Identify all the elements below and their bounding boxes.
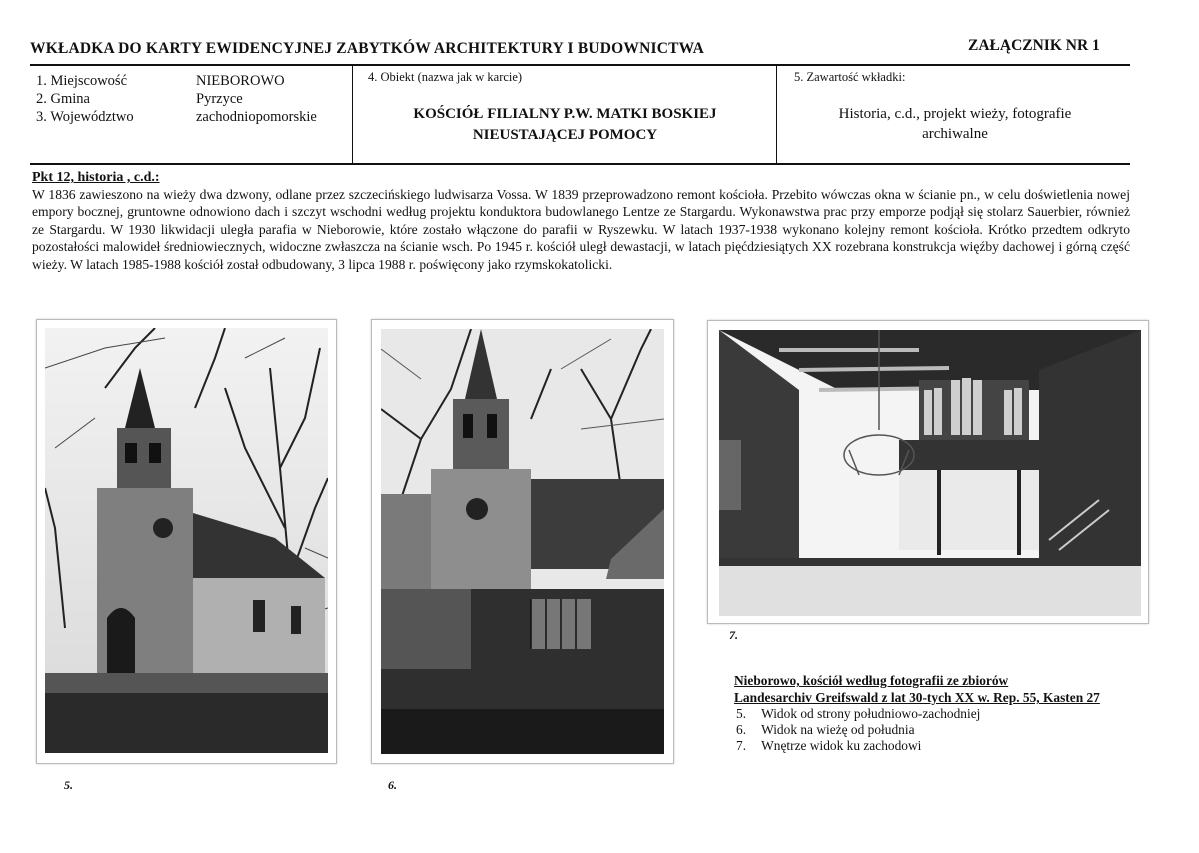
location-values (196, 72, 317, 126)
caption-item-6 (736, 722, 915, 738)
form-title: WKŁADKA DO KARTY EWIDENCYJNEJ ZABYTKÓW ARCHITEKTURY I BUDOWNICTWA (30, 40, 705, 57)
caption-item-6-number: 6. (736, 722, 747, 737)
contents-value (780, 104, 1130, 144)
location-value-commune: Pyrzyce (196, 91, 243, 107)
object-label: 4. Obiekt (nazwa jak w karcie) (368, 70, 523, 84)
caption-item-7 (736, 738, 921, 754)
photo-6-number: 6. (388, 778, 397, 792)
caption-item-6-text: Widok na wieżę od południa (761, 722, 915, 737)
table-divider-2 (776, 65, 777, 163)
caption-item-5-number: 5. (736, 706, 747, 721)
table-top-border (30, 64, 1130, 66)
caption-source-line1: Nieborowo, kościół według fotografii ze zbiorów (734, 673, 1009, 688)
caption-item-7-text: Wnętrze widok ku zachodowi (761, 738, 922, 753)
object-name-line1: KOŚCIÓŁ FILIALNY P.W. MATKI BOSKIEJ (413, 106, 717, 122)
photo-church-southwest (36, 319, 337, 764)
object-name (356, 104, 774, 146)
photo-tower-south (371, 319, 674, 764)
photo-6-image (381, 329, 664, 754)
photo-5-number: 5. (64, 778, 73, 792)
photo-interior-west (707, 320, 1149, 624)
annex-label: ZAŁĄCZNIK NR 1 (968, 37, 1100, 54)
photo-7-image (719, 330, 1141, 616)
caption-source-line2: Landesarchiv Greifswald z lat 30-tych XX w. Rep. 55, Kasten 27 (734, 690, 1100, 705)
table-bottom-border (30, 163, 1130, 165)
location-label-commune: 2. Gmina (36, 91, 90, 107)
location-label-town: 1. Miejscowość (36, 73, 128, 89)
caption-item-5-text: Widok od strony południowo-zachodniej (761, 706, 981, 721)
location-label-voivodeship: 3. Województwo (36, 109, 134, 125)
photo-7-number: 7. (729, 628, 738, 642)
location-value-town: NIEBOROWO (196, 73, 285, 89)
caption-item-7-number: 7. (736, 738, 747, 753)
caption-item-5 (736, 706, 980, 722)
history-paragraph: W 1836 zawieszono na wieży dwa dzwony, odlane przez szczecińskiego ludwisarza Vossa. W 1839 przeprowadzono remont kościoła. Przebito wówczas okna w ścianie pn., w celu doświetlenia nowej empory bocznej, gruntowne odnowiono dach i szczyt wschodni według projektu konduktora budowlanego Lentze ze Stargardu. Wykonawstwa prac przy emporze podjął się stolarz Sauerbier, również ze Stargardu. W 1930 likwidacji uległa parafia w Nieborowie, które zostało włączone do parafii w Ryszewku. W latach 1937-1938 wykonano kolejny remont kościoła. Krótko przedtem odkryto pozostałości malowideł średniowiecznych, widoczne zwłaszcza na ścianie wsch. Po 1945 r. kościół uległ dewastacji, w latach pięćdziesiątych XX rozebrana konstrukcja więźby dachowej i górną część wieży. W latach 1985-1988 kościół został odbudowany, 3 lipca 1988 r. poświęcony jako rzymskokatolicki. (32, 187, 1130, 272)
table-divider-1 (352, 65, 353, 163)
contents-value-line2: archiwalne (922, 126, 988, 142)
location-value-voivodeship: zachodniopomorskie (196, 109, 317, 125)
history-heading: Pkt 12, historia , c.d.: (32, 170, 160, 185)
contents-value-line1: Historia, c.d., projekt wieży, fotografie (838, 106, 1072, 122)
location-labels (36, 72, 134, 126)
photo-5-image (45, 328, 328, 753)
object-name-line2: NIEUSTAJĄCEJ POMOCY (472, 127, 658, 143)
contents-label: 5. Zawartość wkładki: (794, 70, 906, 84)
